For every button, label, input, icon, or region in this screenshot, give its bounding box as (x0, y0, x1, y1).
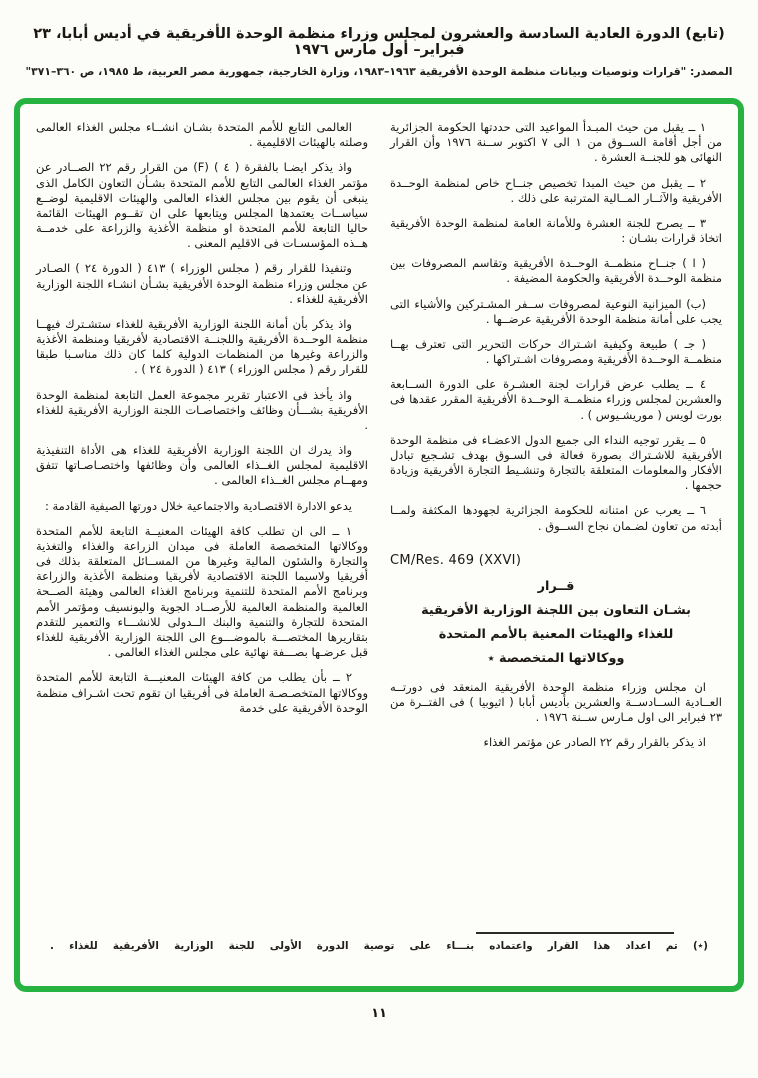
two-column-layout (36, 120, 722, 926)
header-session-title: (تابع) الدورة العادية السادسة والعشرون لمجلس وزراء منظمة الوحدة الأفريقية في أديس أبابا، ٢٣ فبراير– أول مارس ١٩٧٦ (33, 26, 725, 58)
numbered-clauses (390, 120, 722, 534)
resolution-title-line: قــرار (537, 578, 575, 594)
paragraph: ( ا ) جنــاح منظمــة الوحــدة الأفريقية وتقاسم المصروفات بين منظمة الوحــدة الأفريقية والحكومة المضيفة . (390, 256, 722, 286)
paragraph: ٦ ــ يعرب عن امتنانه للحكومة الجزائرية لجهودها المكثفة ولمــا أبدته من تعاون لضـمان نجاح الســوق . (390, 503, 722, 533)
footnote-separator-rule (476, 932, 674, 934)
paragraph: ٣ ــ يصرح للجنة العشرة وللأمانة العامة لمنظمة الوحدة الأفريقية اتخاذ قرارات بشـان : (390, 215, 722, 246)
paragraph: ٢ ــ بأن يطلب من كافة الهيئات المعنيـــة التابعة للأمم المتحدة ووكالاتها المتخصـصـة العاملة فى أفريقيا ان تقوم تحت اشـراف منظمة الوحدة الأفريقية على خدمة (36, 670, 368, 715)
paragraph: ١ ــ يقبل من حيث المبـدأ المواعيد التى حددتها الحكومة الجزائرية من أجل أقامة الســوق من ١ الى ٧ اكتوبر ســنة ١٩٧٦ وأن القرار النهائى هو للجنــة العشرة . (390, 120, 722, 165)
footnote-text: (٭) تم اعداد هذا القرار واعتماده بنـــاء على توصية الدورة الأولى للجنة الوزارية الأفريقية للغذاء . (50, 940, 708, 952)
paragraph: اذ يذكر بالقرار رقم ٢٢ الصادر عن مؤتمر الغذاء (483, 735, 706, 750)
resolution-title (390, 579, 722, 668)
paragraph: واذ يدرك ان اللجنة الوزارية الأفريقية للغذاء هى الأداة التنفيذية الاقليمية لمجلس الغــذاء العالمى وأن وظائفها واختصـاصـاتها تتفق ومهــام مجلس الغــذاء العالمى . (36, 443, 368, 488)
paragraph: ( جـ ) طبيعة وكيفية اشـتراك حركات التحرير التى تعترف بهــا منظمــة الوحــدة الأفريقية ومصروفات اشـتراكها . (390, 336, 722, 367)
page-number: ١١ (371, 1006, 387, 1021)
footnote-area (36, 932, 722, 958)
paragraph: ١ ــ الى ان تطلب كافة الهيئات المعنيــة التابعة للأمم المتحدة ووكالاتها المتخصصة العاملة فى ميدان الزراعة والغذاء والتغذية والتجارة والشئون المالية وغيرها من المســائل المتعلقة بذلك فى أفريقيا ولاسيما اللجنة الاقتصادية لأفريقيا ومنظمة الأغذية والزراعة وبرنامج الأمم المتحدة للتنمية وبرنامج الغذاء العالمى وهيئة الصــحة العالمية والمنظمة العالمية للأرصــاد الجوية واليونسيف ومؤتمر الأمم المتحدة للتجارة والتنمية والبنك الــدولى للانشـــاء والتعمير للتقدم بتقاريرها المختصـــة بالموضـــوع الى اللجنة الوزارية الأفريقية للغذاء قبل عرضـها بصـــفة نهائية على مجلس الغذاء العالمى . (36, 523, 368, 660)
paragraph: واذ يذكر بأن أمانة اللجنة الوزارية الأفريقية للغذاء ستشـترك فيهــا منظمة الوحــدة الأفريقية واللجنــة الاقتصادية لأفريقيا ومنظمة الأغذية والزراعة وغيرها من المنظمات الدولية كلما كان ذلك مناسـبا طبقا للقرار رقم ( مجلس الوزراء ) ٤١٣ ( الدورة ٢٤ ) . (36, 316, 368, 377)
paragraph: واذ يذكر ايضـا بالفقرة ( ٤ ) (F) من القرار رقم ٢٢ الصــادر عن مؤتمر الغذاء العالمى التابع للأمم المتحدة بشـأن التعاون الكامل الذى ينبغى أن يقوم بين مجلس الغذاء العالمى والهيئات الاقليمية لوضــع سياســات يعتمدها المجلس ويتابعها على ان تقــوم الهيئات القائمة حاليا التابعة للأمم المتحدة او منظمة الأغذية والزراعة على خدمــة هــذه المؤسسـات فى الاقليم المعنى . (36, 160, 368, 251)
paragraph: ان مجلس وزراء منظمة الوحدة الأفريقية المنعقد فى دورتــه العــادية الســادســة والعشرين بأديس أبابا ( اثيوبيا ) فى الفتــرة من ٢٣ فبراير الى اول مـارس ســنة ١٩٧٦ . (390, 679, 722, 724)
paragraph: وتنفيذا للقرار رقم ( مجلس الوزراء ) ٤١٣ ( الدورة ٢٤ ) الصـادر عن مجلس وزراء منظمة الوحدة الأفريقية بشـأن انشـاء اللجنة الوزارية الأفريقية للغذاء . (36, 261, 368, 306)
left-column (36, 120, 368, 926)
page-header (0, 0, 758, 78)
paragraph: ٢ ــ يقبل من حيث المبدا تخصيص جنــاح خاص لمنظمة الوحــدة الأفريقية والآثــار المــالية المترتبة على ذلك . (390, 175, 722, 205)
header-source-line: المصدر: "قرارات وتوصيات وبيانات منظمة الوحدة الأفريقية ١٩٦٣–١٩٨٣، وزارة الخارجية، جمهورية مصر العربية، ط ١٩٨٥، ص ٣٦٠–٣٧١" (25, 65, 733, 78)
resolution-title-line: ووكالاتها المتخصصة ٭ (487, 650, 625, 666)
paragraph: (ب) الميزانية النوعية لمصروفات ســفر المشـتركين والأشياء التى يجب على أمانة منظمة الوحدة الأفريقية عرضــها . (390, 296, 722, 326)
paragraph: ٥ ــ يقرر توجيه النداء الى جميع الدول الاعضـاء فى منظمة الوحدة الأفريقية للاشـتراك بصورة فعالة فى السـوق بهدف تشـجيع تبادل الأفكار والمعلومات المتعلقة بالتجارة وتنشـيط التجارة الأفريقية وزيادة حجمها . (390, 432, 722, 493)
paragraph: ٤ ــ يطلب عرض قرارات لجنة العشـرة على الدورة الســابعة والعشرين لمجلس وزراء منظمــة الوحــدة الأفريقية المقرر عقدها فى بورت لويس ( موريشـيوس ) . (390, 377, 722, 422)
paragraph: واذ يأخذ فى الاعتبار تقرير مجموعة العمل التابعة لمنظمة الوحدة الأفريقية بشـــأن وظائف واختصاصـات اللجنة الوزارية الأفريقية للغذاء . (36, 387, 368, 432)
resolution-title-line: للغذاء والهيئات المعنية بالأمم المتحدة (438, 626, 674, 642)
green-document-frame (14, 98, 744, 992)
right-column (390, 120, 722, 926)
paragraph: يدعو الادارة الاقتصـادية والاجتماعية خلال دورتها الصيفية القادمة : (44, 498, 352, 513)
paragraph: العالمى التابع للأمم المتحدة بشـان انشــاء مجلس الغذاء العالمى وصلته بالهيئات الاقليمية . (36, 120, 368, 150)
resolution-title-line: بشـان التعاون بين اللجنة الوزارية الأفريقية (421, 602, 691, 618)
resolution-code: CM/Res. 469 (XXVI) (390, 552, 522, 568)
